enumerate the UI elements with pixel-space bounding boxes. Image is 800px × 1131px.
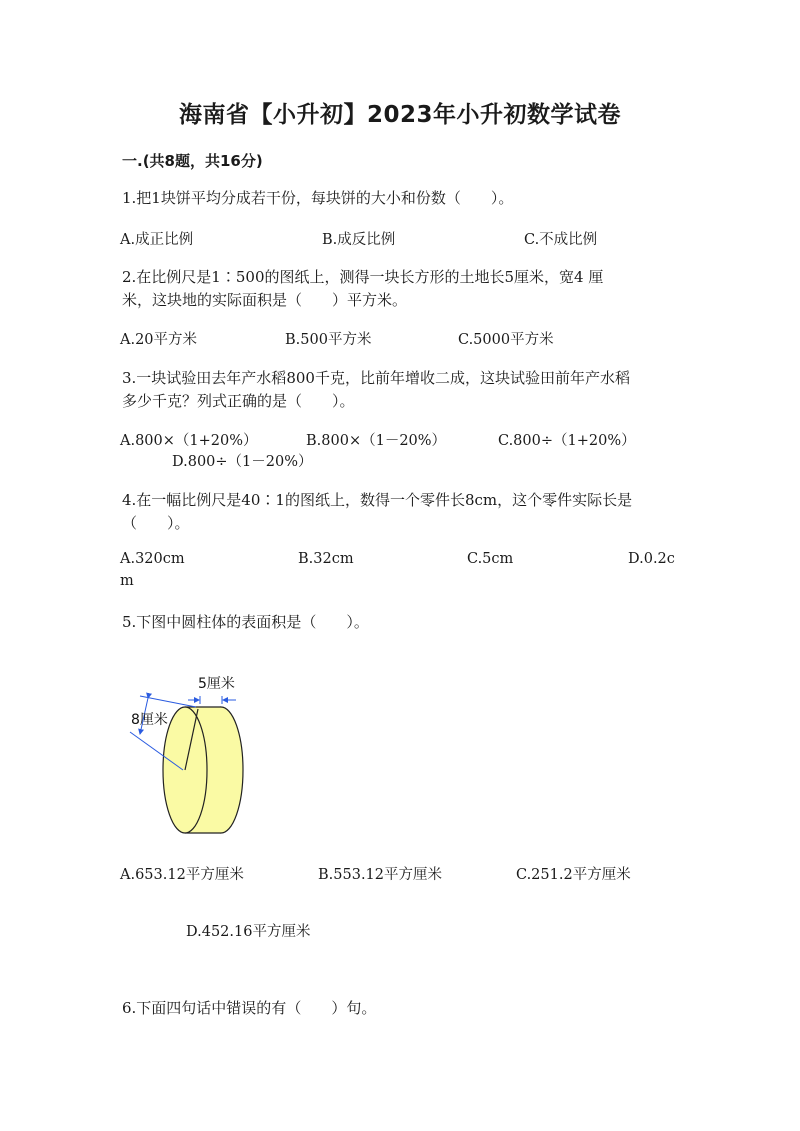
question-3-stem-line-2: 多少千克？列式正确的是（ ）。	[122, 392, 355, 410]
question-2-option-c: C.5000平方米	[458, 332, 554, 348]
question-4-stem-line-1: 4.在一幅比例尺是40∶1的图纸上，数得一个零件长8cm，这个零件实际长是	[122, 491, 633, 509]
question-4-option-b: B.32cm	[298, 551, 354, 567]
section-heading: 一.(共8题，共16分)	[122, 152, 263, 170]
question-2-stem-line-1: 2.在比例尺是1∶500的图纸上，测得一块长方形的土地长5厘米，宽4 厘	[122, 268, 604, 286]
question-1-option-a: A.成正比例	[120, 232, 194, 248]
question-2-option-a: A.20平方米	[120, 332, 198, 348]
question-2-stem-line-2: 米，这块地的实际面积是（ ）平方米。	[122, 291, 408, 309]
question-5-stem: 5.下图中圆柱体的表面积是（ ）。	[122, 613, 369, 631]
question-3-option-b: B.800×（1－20%）	[306, 433, 447, 449]
question-4-option-d-wrap: m	[120, 573, 134, 589]
question-1-stem: 1.把1块饼平均分成若干份，每块饼的大小和份数（ ）。	[122, 189, 514, 207]
question-5-option-b: B.553.12平方厘米	[318, 867, 443, 883]
question-1-option-c: C.不成比例	[524, 232, 598, 248]
question-4-option-c: C.5cm	[467, 551, 514, 567]
question-5-option-c: C.251.2平方厘米	[516, 867, 631, 883]
cylinder-figure	[118, 670, 258, 850]
question-2-option-b: B.500平方米	[285, 332, 372, 348]
figure-label-radius: 8厘米	[131, 712, 168, 728]
question-4-stem-line-2: （ ）。	[122, 514, 190, 532]
question-6-stem: 6.下面四句话中错误的有（ ）句。	[122, 999, 377, 1017]
question-3-stem-line-1: 3.一块试验田去年产水稻800千克，比前年增收二成，这块试验田前年产水稻	[122, 369, 630, 387]
cylinder-shape	[163, 707, 243, 833]
page-title: 海南省【小升初】2023年小升初数学试卷	[178, 102, 621, 128]
question-5-option-d: D.452.16平方厘米	[186, 924, 311, 940]
question-3-option-a: A.800×（1+20%）	[120, 433, 258, 449]
question-1-option-b: B.成反比例	[322, 232, 396, 248]
question-3-option-d: D.800÷（1－20%）	[172, 454, 313, 470]
question-3-option-c: C.800÷（1+20%）	[498, 433, 636, 449]
question-4-option-a: A.320cm	[120, 551, 185, 567]
question-5-option-a: A.653.12平方厘米	[120, 867, 244, 883]
question-4-option-d: D.0.2c	[628, 551, 675, 567]
figure-label-height: 5厘米	[198, 676, 235, 692]
